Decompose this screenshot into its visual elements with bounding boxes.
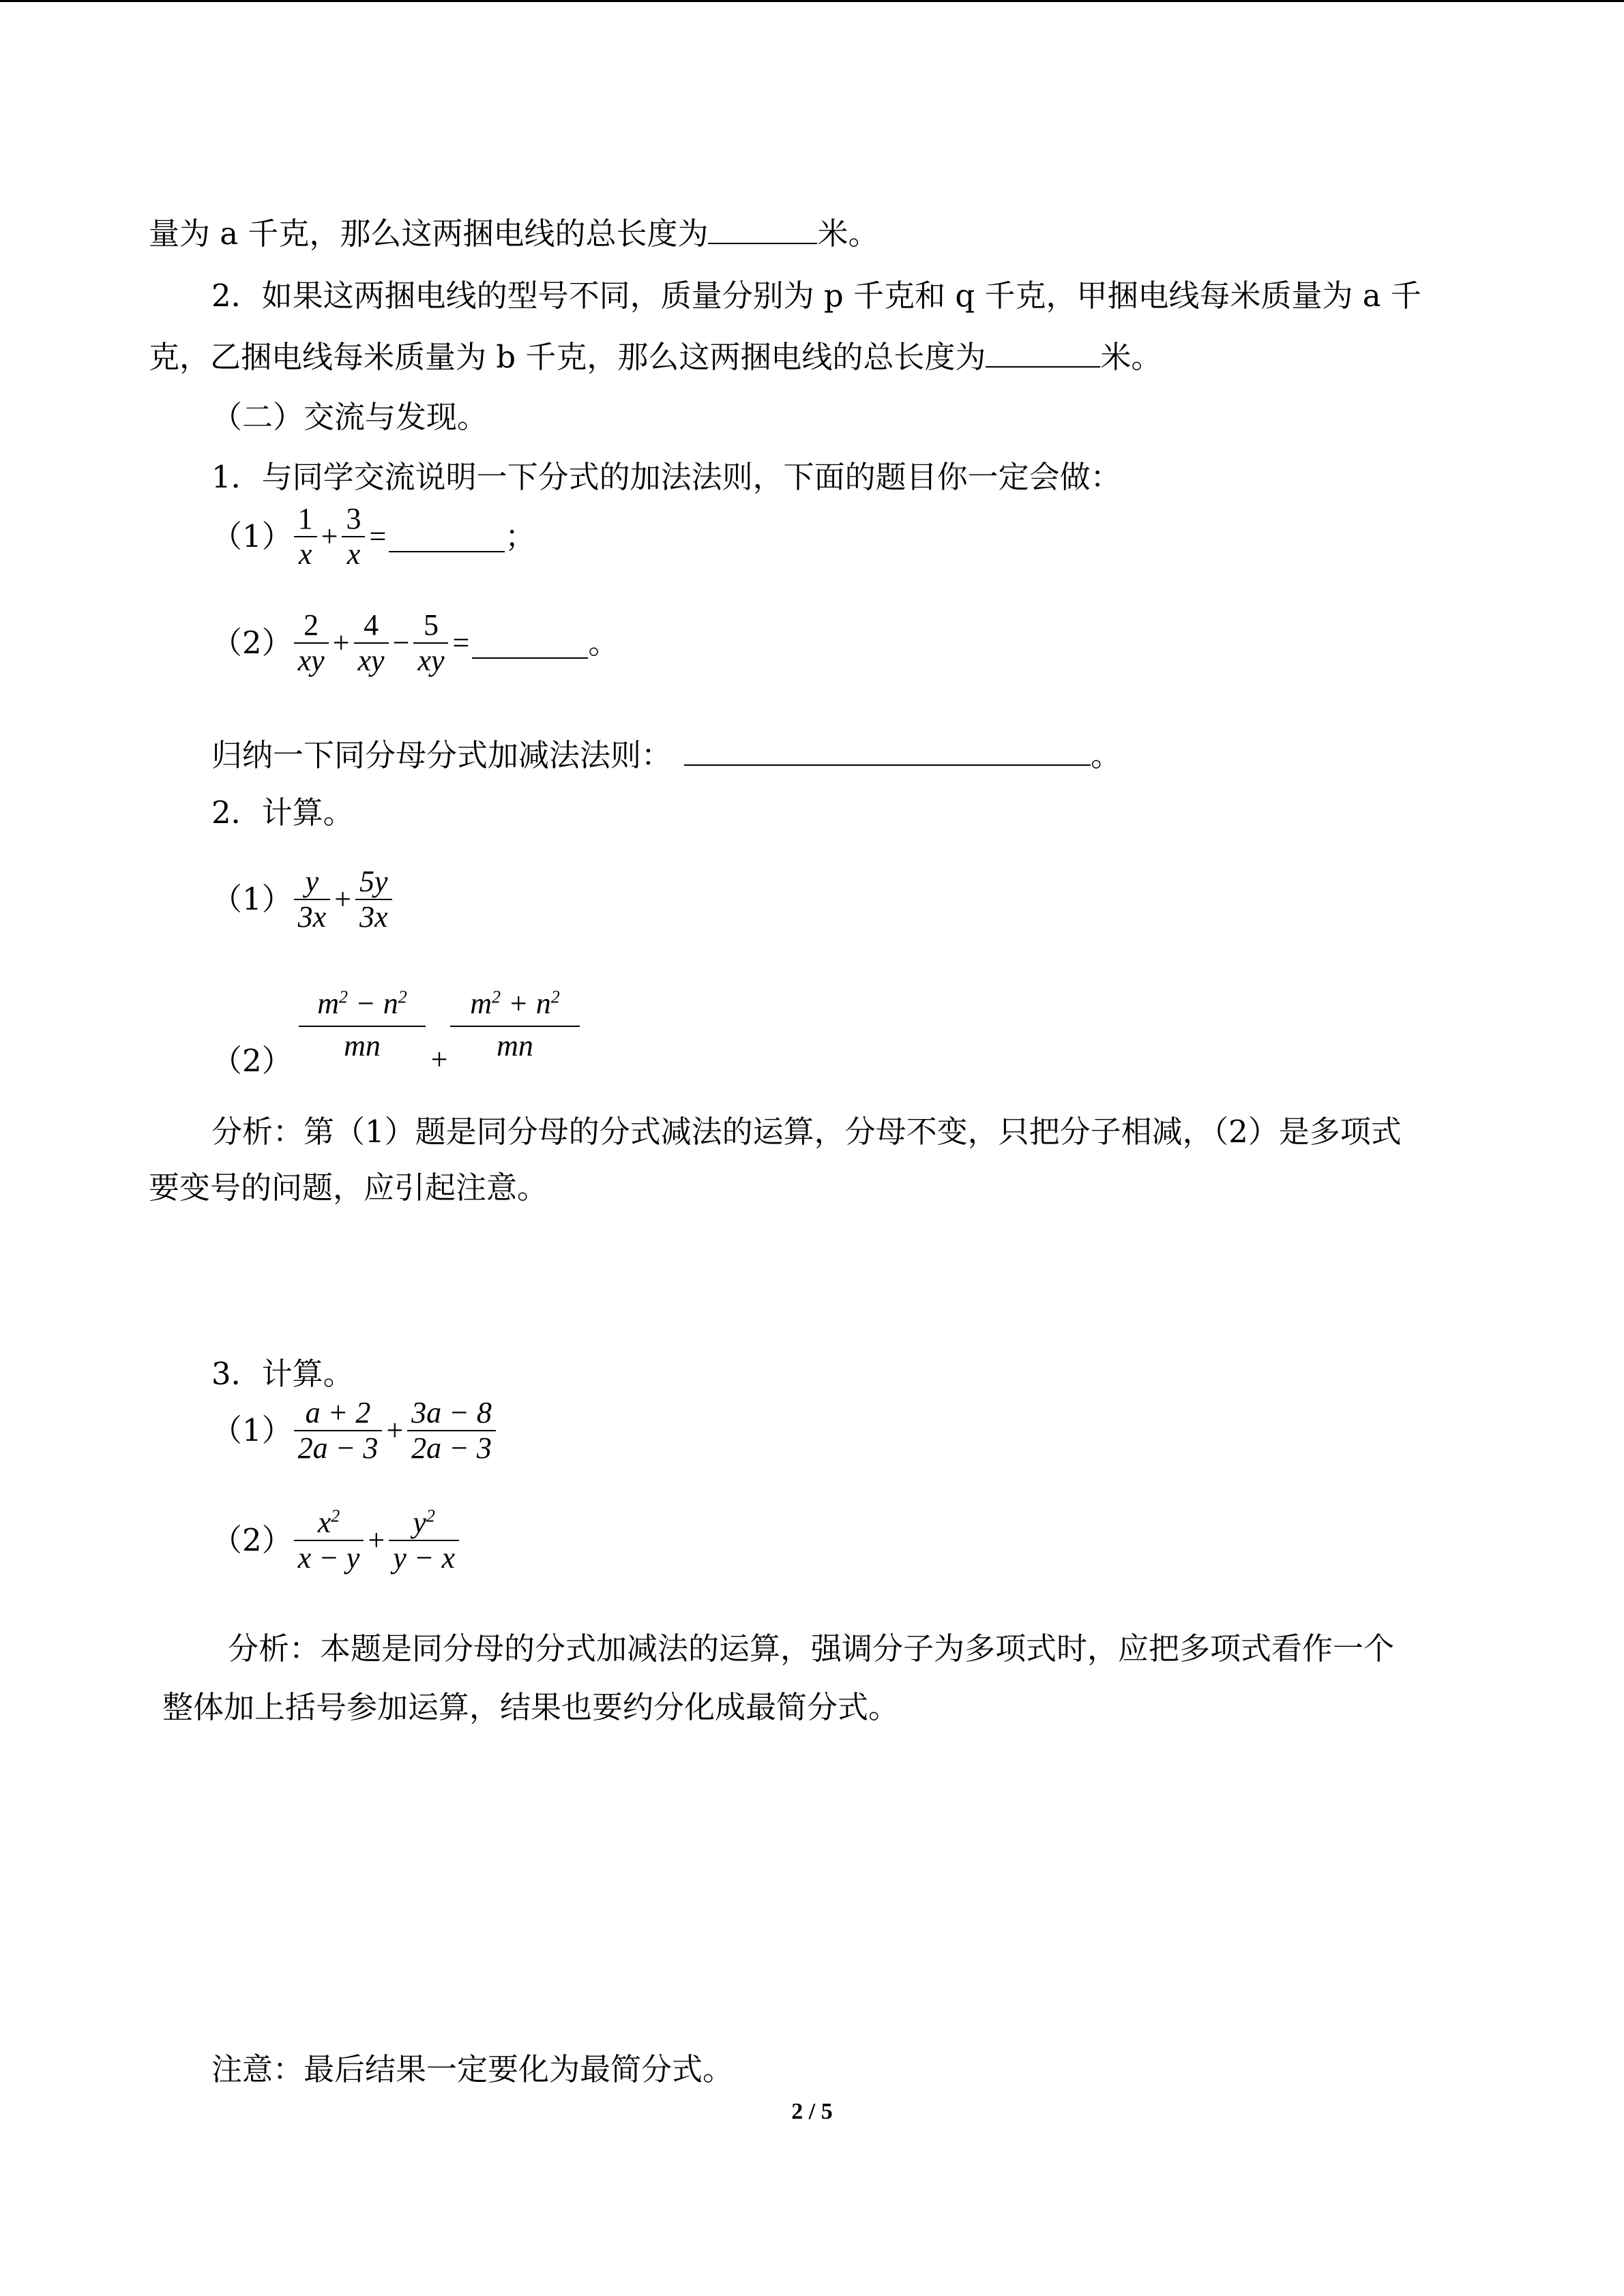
fraction: $\frac{1}{x}$ [294, 502, 317, 571]
denominator: mn [344, 1029, 381, 1062]
answer-blank-1[interactable] [708, 215, 817, 244]
exercise-problem-1: （1） $\frac{a + 2}{2a - 3}$ + $\frac{3a - 8}{2a - 3}$ [211, 1396, 497, 1465]
fraction: $\frac{5y}{3x}$ [355, 865, 392, 934]
top-border [0, 0, 1624, 2]
answer-blank-3[interactable] [389, 521, 505, 552]
note-line: 注意：最后结果一定要化为最简分式。 [211, 2051, 734, 2087]
answer-blank-4[interactable] [472, 627, 588, 659]
section-heading: （二）交流与发现。 [211, 399, 488, 435]
numerator: $m^2 - n^2$ [317, 987, 407, 1020]
calc-problem-1: （1） $\frac{y}{3x}$ + $\frac{5y}{3x}$ [211, 865, 394, 934]
text-line-2: 2．如果这两捆电线的型号不同，质量分别为 p 千克和 q 千克，甲捆电线每米质量为 a 千 [211, 278, 1421, 314]
fraction: $\frac{y^2}{y - x}$ [389, 1506, 459, 1575]
answer-blank-2[interactable] [986, 339, 1100, 368]
text-line-3: 克，乙捆电线每米质量为 b 千克，那么这两捆电线的总长度为 米。 [149, 339, 1162, 375]
text-line-5: 1．与同学交流说明一下分式的加法法则，下面的题目你一定会做： [211, 459, 1121, 495]
fraction: $\frac{a + 2}{2a - 3}$ [294, 1396, 383, 1465]
analysis-line-3: 分析：本题是同分母的分式加减法的运算，强调分子为多项式时，应把多项式看作一个 [228, 1630, 1395, 1667]
page-number: 2 / 5 [791, 2099, 833, 2124]
denominator: mn [497, 1029, 533, 1062]
plus-sign: + [430, 1043, 448, 1076]
analysis-line-2: 要变号的问题，应引起注意。 [149, 1169, 548, 1206]
calc-problem-2: （2） $m^2 - n^2$ mn + $m^2 + n^2$ mn [211, 985, 621, 1087]
text-line-1: 量为 a 千克，那么这两捆电线的总长度为 米。 [149, 215, 879, 252]
analysis-line-1: 分析：第（1）题是同分母的分式减法的运算，分母不变，只把分子相减，（2）是多项式 [211, 1114, 1402, 1150]
fraction: $\frac{2}{xy}$ [294, 608, 329, 678]
fraction: $\frac{3a - 8}{2a - 3}$ [407, 1396, 496, 1465]
analysis-line-4: 整体加上括号参加运算，结果也要约分化成最简分式。 [162, 1689, 900, 1725]
fraction: $\frac{4}{xy}$ [354, 608, 389, 678]
text-line-6: 归纳一下同分母分式加减法法则： 。 [211, 737, 1122, 773]
fraction: $\frac{y}{3x}$ [294, 865, 331, 934]
math-problem-2: （2） $\frac{2}{xy}$ + $\frac{4}{xy}$ − $\frac{5}{xy}$ = 。 [211, 608, 619, 677]
fraction: $\frac{x^2}{x - y}$ [294, 1506, 364, 1575]
exercise-heading-2: 2．计算。 [211, 794, 354, 831]
numerator: $m^2 + n^2$ [470, 987, 560, 1020]
fraction: $\frac{3}{x}$ [342, 502, 365, 571]
exercise-problem-2: （2） $\frac{x^2}{x - y}$ + $\frac{y^2}{y - x}$ [211, 1506, 460, 1575]
answer-blank-5[interactable] [684, 737, 1091, 766]
math-problem-1: （1） $\frac{1}{x}$ + $\frac{3}{x}$ = ； [211, 502, 536, 571]
exercise-heading-3: 3．计算。 [211, 1356, 354, 1392]
fraction: $\frac{5}{xy}$ [413, 608, 448, 678]
